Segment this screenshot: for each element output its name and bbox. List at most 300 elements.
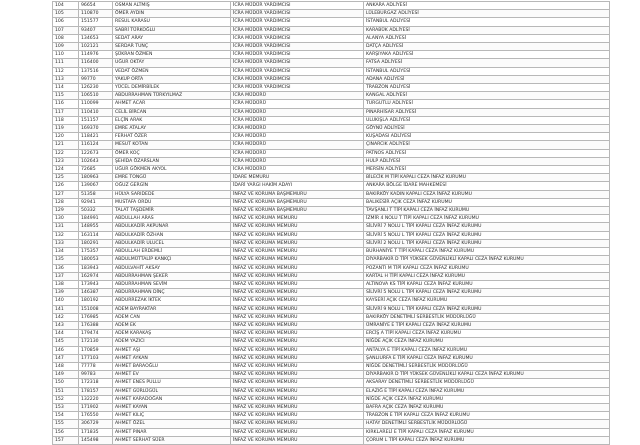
row-number-cell: 106 xyxy=(53,18,79,26)
row-number-cell: 122 xyxy=(53,149,79,157)
full-name-cell: UĞUR OKTAY xyxy=(113,59,231,67)
full-name-cell: TALAT TAŞDEMİR xyxy=(113,207,231,215)
assignment-location-cell: KUŞADASI ADLİYESİ xyxy=(364,133,610,141)
job-title-cell: İCRA MÜDÜRÜ xyxy=(231,116,364,124)
row-number-cell: 134 xyxy=(53,248,79,256)
full-name-cell: AHMET AŞI xyxy=(113,346,231,354)
table-row xyxy=(53,34,610,42)
job-title-cell: İNFAZ VE KORUMA MEMURU xyxy=(231,321,364,329)
full-name-cell: ADEM EK xyxy=(113,321,231,329)
registry-number-cell: 116400 xyxy=(79,59,113,67)
table-row xyxy=(53,264,610,272)
full-name-cell: ŞÜKRAN ÖZMEN xyxy=(113,51,231,59)
registry-number-cell: 122673 xyxy=(79,149,113,157)
assignment-location-cell: LÜLEBURGAZ ADLİYESİ xyxy=(364,10,610,18)
table-row xyxy=(53,67,610,75)
job-title-cell: İNFAZ VE KORUMA MEMURU xyxy=(231,305,364,313)
row-number-cell: 147 xyxy=(53,354,79,362)
assignment-location-cell: ULUKIŞLA ADLİYESİ xyxy=(364,116,610,124)
row-number-cell: 146 xyxy=(53,346,79,354)
job-title-cell: İCRA MÜDÜR YARDIMCISI xyxy=(231,34,364,42)
full-name-cell: ADEM CAN xyxy=(113,313,231,321)
registry-number-cell: 173943 xyxy=(79,280,113,288)
job-title-cell: İCRA MÜDÜR YARDIMCISI xyxy=(231,2,364,10)
row-number-cell: 120 xyxy=(53,133,79,141)
row-number-cell: 157 xyxy=(53,436,79,444)
assignment-location-cell: İSTANBUL ADLİYESİ xyxy=(364,67,610,75)
assignment-location-cell: MERSİN ADLİYESİ xyxy=(364,166,610,174)
full-name-cell: AHMET ÖZEL xyxy=(113,420,231,428)
job-title-cell: İCRA MÜDÜR YARDIMCISI xyxy=(231,51,364,59)
job-title-cell: İCRA MÜDÜRÜ xyxy=(231,108,364,116)
job-title-cell: İNFAZ VE KORUMA MEMURU xyxy=(231,280,364,288)
full-name-cell: ABDURRAHMAN DİNÇ xyxy=(113,289,231,297)
assignment-location-cell: TURGUTLU ADLİYESİ xyxy=(364,100,610,108)
table-row xyxy=(53,26,610,34)
table-row xyxy=(53,182,610,190)
full-name-cell: RESUL KARASU xyxy=(113,18,231,26)
table-row xyxy=(53,141,610,149)
registry-number-cell: 118421 xyxy=(79,133,113,141)
table-body xyxy=(53,2,610,445)
full-name-cell: AHMET AYKAN xyxy=(113,354,231,362)
table-row xyxy=(53,362,610,370)
table-row xyxy=(53,100,610,108)
assignment-location-cell: ALTINOVA KS TİPİ KAPALI CEZA İNFAZ KURUMU xyxy=(364,280,610,288)
registry-number-cell: 151577 xyxy=(79,18,113,26)
assignment-location-cell: PINARHİSAR ADLİYESİ xyxy=(364,108,610,116)
assignment-location-cell: NİĞDE AÇIK CEZA İNFAZ KURUMU xyxy=(364,338,610,346)
row-number-cell: 131 xyxy=(53,223,79,231)
assignment-location-cell: POZANTI M TİPİ KAPALI CEZA İNFAZ KURUMU xyxy=(364,264,610,272)
row-number-cell: 123 xyxy=(53,157,79,165)
assignment-location-cell: FATSA ADLİYESİ xyxy=(364,59,610,67)
personnel-table xyxy=(52,1,610,445)
assignment-location-cell: ADANA ADLİYESİ xyxy=(364,75,610,83)
assignment-location-cell: NİĞDE AÇIK CEZA İNFAZ KURUMU xyxy=(364,395,610,403)
full-name-cell: AHMET PINAR xyxy=(113,428,231,436)
full-name-cell: ABDURRAHMAN ŞEKER xyxy=(113,272,231,280)
table-row xyxy=(53,223,610,231)
job-title-cell: İNFAZ VE KORUMA MEMURU xyxy=(231,256,364,264)
row-number-cell: 129 xyxy=(53,207,79,215)
job-title-cell: İCRA MÜDÜR YARDIMCISI xyxy=(231,43,364,51)
row-number-cell: 113 xyxy=(53,75,79,83)
table-row xyxy=(53,149,610,157)
job-title-cell: İNFAZ VE KORUMA MEMURU xyxy=(231,223,364,231)
job-title-cell: İNFAZ VE KORUMA MEMURU xyxy=(231,297,364,305)
row-number-cell: 127 xyxy=(53,190,79,198)
job-title-cell: İNFAZ VE KORUMA MEMURU xyxy=(231,338,364,346)
job-title-cell: İCRA MÜDÜRÜ xyxy=(231,149,364,157)
job-title-cell: İCRA MÜDÜRÜ xyxy=(231,133,364,141)
row-number-cell: 149 xyxy=(53,371,79,379)
assignment-location-cell: GÖYNÜ ADLİYESİ xyxy=(364,125,610,133)
table-row xyxy=(53,215,610,223)
registry-number-cell: 183943 xyxy=(79,264,113,272)
registry-number-cell: 145498 xyxy=(79,436,113,444)
full-name-cell: ADEM KARAKAŞ xyxy=(113,330,231,338)
registry-number-cell: 102121 xyxy=(79,43,113,51)
job-title-cell: İNFAZ VE KORUMA MEMURU xyxy=(231,313,364,321)
assignment-location-cell: KIRKLARELİ E TİPİ KAPALI CEZA İNFAZ KURUMU xyxy=(364,428,610,436)
row-number-cell: 115 xyxy=(53,92,79,100)
job-title-cell: İCRA MÜDÜRÜ xyxy=(231,157,364,165)
full-name-cell: ABDULMÜTTALİP KANKÇI xyxy=(113,256,231,264)
full-name-cell: AHMET KARADOĞAN xyxy=(113,395,231,403)
job-title-cell: İNFAZ VE KORUMA MEMURU xyxy=(231,239,364,247)
row-number-cell: 116 xyxy=(53,100,79,108)
table-row xyxy=(53,436,610,444)
table-row xyxy=(53,412,610,420)
full-name-cell: ABDULVAHİT AKSAY xyxy=(113,264,231,272)
full-name-cell: OSMAN ALTMIŞ xyxy=(113,2,231,10)
job-title-cell: İNFAZ VE KORUMA MEMURU xyxy=(231,387,364,395)
assignment-location-cell: BAFRA AÇIK CEZA İNFAZ KURUMU xyxy=(364,403,610,411)
full-name-cell: VEDAT ÖZMEN xyxy=(113,67,231,75)
table-row xyxy=(53,256,610,264)
row-number-cell: 114 xyxy=(53,84,79,92)
assignment-location-cell: HATAY DENETİMLİ SERBESTLİK MÜDÜRLÜĞÜ xyxy=(364,420,610,428)
table-row xyxy=(53,84,610,92)
job-title-cell: İNFAZ VE KORUMA BAŞMEMURU xyxy=(231,207,364,215)
registry-number-cell: 92941 xyxy=(79,198,113,206)
full-name-cell: MUSTAFA ORDU xyxy=(113,198,231,206)
table-row xyxy=(53,289,610,297)
registry-number-cell: 180291 xyxy=(79,239,113,247)
registry-number-cell: 51358 xyxy=(79,190,113,198)
row-number-cell: 133 xyxy=(53,239,79,247)
registry-number-cell: 110870 xyxy=(79,10,113,18)
registry-number-cell: 114976 xyxy=(79,51,113,59)
row-number-cell: 145 xyxy=(53,338,79,346)
full-name-cell: HÜLYA SARIDEDE xyxy=(113,190,231,198)
full-name-cell: ABDULKADİR ULUCEL xyxy=(113,239,231,247)
full-name-cell: SABRİ TÜRKOĞLU xyxy=(113,26,231,34)
job-title-cell: İNFAZ VE KORUMA MEMURU xyxy=(231,420,364,428)
row-number-cell: 125 xyxy=(53,174,79,182)
table-row xyxy=(53,43,610,51)
row-number-cell: 138 xyxy=(53,280,79,288)
full-name-cell: SERDAR TUNÇ xyxy=(113,43,231,51)
job-title-cell: İNFAZ VE KORUMA MEMURU xyxy=(231,346,364,354)
registry-number-cell: 134653 xyxy=(79,34,113,42)
table-row xyxy=(53,231,610,239)
assignment-location-cell: ÇINARCIK ADLİYESİ xyxy=(364,141,610,149)
assignment-location-cell: DİYARBAKIR D TİPİ YÜKSEK GÜVENLİKLİ KAPALI CEZA İNFAZ KURUMU xyxy=(364,256,610,264)
job-title-cell: İCRA MÜDÜRÜ xyxy=(231,92,364,100)
registry-number-cell: 171835 xyxy=(79,428,113,436)
registry-number-cell: 170859 xyxy=(79,346,113,354)
row-number-cell: 156 xyxy=(53,428,79,436)
assignment-location-cell: AKSARAY DENETİMLİ SERBESTLİK MÜDÜRLÜĞÜ xyxy=(364,379,610,387)
job-title-cell: İNFAZ VE KORUMA MEMURU xyxy=(231,362,364,370)
assignment-location-cell: PATNOS ADLİYESİ xyxy=(364,149,610,157)
full-name-cell: AHMET EV xyxy=(113,371,231,379)
row-number-cell: 117 xyxy=(53,108,79,116)
job-title-cell: İCRA MÜDÜRÜ xyxy=(231,166,364,174)
assignment-location-cell: KARABÜK ADLİYESİ xyxy=(364,26,610,34)
row-number-cell: 112 xyxy=(53,67,79,75)
table-row xyxy=(53,297,610,305)
assignment-location-cell: KARŞIYAKA ADLİYESİ xyxy=(364,51,610,59)
table-row xyxy=(53,92,610,100)
registry-number-cell: 99770 xyxy=(79,75,113,83)
full-name-cell: AHMET ENES PULLU xyxy=(113,379,231,387)
registry-number-cell: 176550 xyxy=(79,412,113,420)
assignment-location-cell: TRABZON E TİPİ KAPALI CEZA İNFAZ KURUMU xyxy=(364,412,610,420)
registry-number-cell: 172130 xyxy=(79,338,113,346)
assignment-location-cell: ELAZIĞ E TİPİ KAPALI CEZA İNFAZ KURUMU xyxy=(364,387,610,395)
full-name-cell: ADEM YAZICI xyxy=(113,338,231,346)
job-title-cell: İCRA MÜDÜR YARDIMCISI xyxy=(231,75,364,83)
registry-number-cell: 110410 xyxy=(79,108,113,116)
assignment-location-cell: İSTANBUL ADLİYESİ xyxy=(364,18,610,26)
assignment-location-cell: BALIKESİR AÇIK CEZA İNFAZ KURUMU xyxy=(364,198,610,206)
full-name-cell: AHMET ACAR xyxy=(113,100,231,108)
full-name-cell: MESUT KOTAN xyxy=(113,141,231,149)
job-title-cell: İCRA MÜDÜRÜ xyxy=(231,125,364,133)
full-name-cell: AHMET KILIÇ xyxy=(113,412,231,420)
job-title-cell: İNFAZ VE KORUMA MEMURU xyxy=(231,379,364,387)
job-title-cell: İCRA MÜDÜR YARDIMCISI xyxy=(231,10,364,18)
row-number-cell: 143 xyxy=(53,321,79,329)
registry-number-cell: 93407 xyxy=(79,26,113,34)
full-name-cell: ABDURRAHMAN TÜRKYILMAZ xyxy=(113,92,231,100)
assignment-location-cell: ANTALYA E TİPİ KAPALI CEZA İNFAZ KURUMU xyxy=(364,346,610,354)
registry-number-cell: 106510 xyxy=(79,92,113,100)
registry-number-cell: 99783 xyxy=(79,371,113,379)
registry-number-cell: 77778 xyxy=(79,362,113,370)
table-row xyxy=(53,108,610,116)
registry-number-cell: 72685 xyxy=(79,166,113,174)
job-title-cell: İCRA MÜDÜR YARDIMCISI xyxy=(231,67,364,75)
registry-number-cell: 306729 xyxy=(79,420,113,428)
assignment-location-cell: ÇORUM L TİPİ KAPALI CEZA İNFAZ KURUMU xyxy=(364,436,610,444)
row-number-cell: 121 xyxy=(53,141,79,149)
row-number-cell: 153 xyxy=(53,403,79,411)
assignment-location-cell: ŞANLIURFA E TİPİ KAPALI CEZA İNFAZ KURUMU xyxy=(364,354,610,362)
registry-number-cell: 162974 xyxy=(79,272,113,280)
row-number-cell: 141 xyxy=(53,305,79,313)
assignment-location-cell: SİLİVRİ 2 NOLU L TİPİ KAPALI CEZA İNFAZ KURUMU xyxy=(364,239,610,247)
table-row xyxy=(53,330,610,338)
full-name-cell: ABDULKADİR AKPUNAR xyxy=(113,223,231,231)
assignment-location-cell: KAYSERİ AÇIK CEZA İNFAZ KURUMU xyxy=(364,297,610,305)
table-row xyxy=(53,10,610,18)
assignment-location-cell: BURHANİYE T TİPİ KAPALI CEZA İNFAZ KURUMU xyxy=(364,248,610,256)
job-title-cell: İNFAZ VE KORUMA MEMURU xyxy=(231,428,364,436)
table-row xyxy=(53,174,610,182)
job-title-cell: İNFAZ VE KORUMA MEMURU xyxy=(231,248,364,256)
assignment-location-cell: SİLİVRİ 9 NOLU L TİPİ KAPALI CEZA İNFAZ KURUMU xyxy=(364,305,610,313)
row-number-cell: 152 xyxy=(53,395,79,403)
row-number-cell: 151 xyxy=(53,387,79,395)
job-title-cell: İNFAZ VE KORUMA MEMURU xyxy=(231,289,364,297)
row-number-cell: 135 xyxy=(53,256,79,264)
table-row xyxy=(53,371,610,379)
registry-number-cell: 184991 xyxy=(79,215,113,223)
table-row xyxy=(53,116,610,124)
registry-number-cell: 175357 xyxy=(79,248,113,256)
row-number-cell: 132 xyxy=(53,231,79,239)
registry-number-cell: 116124 xyxy=(79,141,113,149)
job-title-cell: İDARİ YARGI HAKİM ADAYI xyxy=(231,182,364,190)
assignment-location-cell: KARTAL H TİPİ KAPALI CEZA İNFAZ KURUMU xyxy=(364,272,610,280)
full-name-cell: AHMET BARAOĞLU xyxy=(113,362,231,370)
table-row xyxy=(53,280,610,288)
row-number-cell: 154 xyxy=(53,412,79,420)
assignment-location-cell: DİYARBAKIR D TİPİ YÜKSEK GÜVENLİKLİ KAPALI CEZA İNFAZ KURUMU xyxy=(364,371,610,379)
registry-number-cell: 178157 xyxy=(79,387,113,395)
job-title-cell: İNFAZ VE KORUMA BAŞMEMURU xyxy=(231,198,364,206)
full-name-cell: ABDULKADİR ÖZHAN xyxy=(113,231,231,239)
registry-number-cell: 176388 xyxy=(79,321,113,329)
assignment-location-cell: KANGAL ADLİYESİ xyxy=(364,92,610,100)
full-name-cell: ABDURRAHMAN SEVİM xyxy=(113,280,231,288)
table-row xyxy=(53,51,610,59)
registry-number-cell: 132220 xyxy=(79,395,113,403)
row-number-cell: 136 xyxy=(53,264,79,272)
registry-number-cell: 180053 xyxy=(79,256,113,264)
row-number-cell: 144 xyxy=(53,330,79,338)
job-title-cell: İNFAZ VE KORUMA MEMURU xyxy=(231,403,364,411)
table-row xyxy=(53,420,610,428)
registry-number-cell: 163114 xyxy=(79,231,113,239)
full-name-cell: CELİL BİRCAN xyxy=(113,108,231,116)
assignment-location-cell: İZMİR 4 NOLU T TİPİ KAPALI CEZA İNFAZ KURUMU xyxy=(364,215,610,223)
job-title-cell: İNFAZ VE KORUMA MEMURU xyxy=(231,264,364,272)
registry-number-cell: 169370 xyxy=(79,125,113,133)
row-number-cell: 124 xyxy=(53,166,79,174)
assignment-location-cell: NİĞDE DENETİMLİ SERBESTLİK MÜDÜRLÜĞÜ xyxy=(364,362,610,370)
full-name-cell: EMRE TONGÜ xyxy=(113,174,231,182)
registry-number-cell: 146387 xyxy=(79,289,113,297)
assignment-location-cell: SİLİVRİ 5 NOLU L TİPİ KAPALI CEZA İNFAZ KURUMU xyxy=(364,289,610,297)
table-row xyxy=(53,387,610,395)
table-row xyxy=(53,207,610,215)
assignment-location-cell: ANKARA BÖLGE İDARE MAHKEMESİ xyxy=(364,182,610,190)
full-name-cell: ADEM BAYRAKTAR xyxy=(113,305,231,313)
assignment-location-cell: BAKIRKÖY DENETİMLİ SERBESTLİK MÜDÜRLÜĞÜ xyxy=(364,313,610,321)
table-row xyxy=(53,239,610,247)
job-title-cell: İNFAZ VE KORUMA MEMURU xyxy=(231,371,364,379)
job-title-cell: İNFAZ VE KORUMA BAŞMEMURU xyxy=(231,190,364,198)
assignment-location-cell: TAVŞANLI T TİPİ KAPALI CEZA İNFAZ KURUMU xyxy=(364,207,610,215)
assignment-location-cell: ÜMRANİYE E TİPİ KAPALI CEZA İNFAZ KURUMU xyxy=(364,321,610,329)
table-row xyxy=(53,133,610,141)
full-name-cell: FERHAT ÖZER xyxy=(113,133,231,141)
registry-number-cell: 137516 xyxy=(79,67,113,75)
row-number-cell: 108 xyxy=(53,34,79,42)
table-row xyxy=(53,354,610,362)
spreadsheet-page xyxy=(52,1,610,445)
job-title-cell: İNFAZ VE KORUMA MEMURU xyxy=(231,215,364,223)
registry-number-cell: 176985 xyxy=(79,313,113,321)
full-name-cell: ELÇİN ARAK xyxy=(113,116,231,124)
job-title-cell: İNFAZ VE KORUMA MEMURU xyxy=(231,412,364,420)
row-number-cell: 110 xyxy=(53,51,79,59)
assignment-location-cell: BİLECİK M TİPİ KAPALI CEZA İNFAZ KURUMU xyxy=(364,174,610,182)
row-number-cell: 118 xyxy=(53,116,79,124)
assignment-location-cell: SİLİVRİ 5 NOLU L TİPİ KAPALI CEZA İNFAZ KURUMU xyxy=(364,231,610,239)
full-name-cell: SEDAT ARAY xyxy=(113,34,231,42)
table-row xyxy=(53,2,610,10)
full-name-cell: ÖMER AYDIN xyxy=(113,10,231,18)
full-name-cell: UĞUR GÖKMEN AKYOL xyxy=(113,166,231,174)
job-title-cell: İCRA MÜDÜR YARDIMCISI xyxy=(231,59,364,67)
row-number-cell: 126 xyxy=(53,182,79,190)
table-row xyxy=(53,59,610,67)
assignment-location-cell: DATÇA ADLİYESİ xyxy=(364,43,610,51)
table-row xyxy=(53,18,610,26)
full-name-cell: YÜCEL DEMİRBİLEK xyxy=(113,84,231,92)
registry-number-cell: 177103 xyxy=(79,354,113,362)
job-title-cell: İCRA MÜDÜRÜ xyxy=(231,141,364,149)
assignment-location-cell: SİLİVRİ 7 NOLU L TİPİ KAPALI CEZA İNFAZ KURUMU xyxy=(364,223,610,231)
registry-number-cell: 126230 xyxy=(79,84,113,92)
registry-number-cell: 151157 xyxy=(79,116,113,124)
table-row xyxy=(53,395,610,403)
registry-number-cell: 180192 xyxy=(79,297,113,305)
table-row xyxy=(53,403,610,411)
registry-number-cell: 50332 xyxy=(79,207,113,215)
registry-number-cell: 96654 xyxy=(79,2,113,10)
row-number-cell: 130 xyxy=(53,215,79,223)
registry-number-cell: 139067 xyxy=(79,182,113,190)
registry-number-cell: 179474 xyxy=(79,330,113,338)
table-row xyxy=(53,125,610,133)
registry-number-cell: 148955 xyxy=(79,223,113,231)
row-number-cell: 128 xyxy=(53,198,79,206)
full-name-cell: ABDURREZAK İKTEK xyxy=(113,297,231,305)
row-number-cell: 139 xyxy=(53,289,79,297)
job-title-cell: İCRA MÜDÜR YARDIMCISI xyxy=(231,18,364,26)
job-title-cell: İNFAZ VE KORUMA MEMURU xyxy=(231,330,364,338)
registry-number-cell: 180963 xyxy=(79,174,113,182)
table-row xyxy=(53,198,610,206)
registry-number-cell: 102643 xyxy=(79,157,113,165)
row-number-cell: 119 xyxy=(53,125,79,133)
assignment-location-cell: ERCİŞ A TİPİ KAPALI CEZA İNFAZ KURUMU xyxy=(364,330,610,338)
full-name-cell: EMRE ATALAY xyxy=(113,125,231,133)
table-row xyxy=(53,75,610,83)
full-name-cell: ABDULLAH ARAS xyxy=(113,215,231,223)
full-name-cell: YAKUP ORTA xyxy=(113,75,231,83)
job-title-cell: İNFAZ VE KORUMA MEMURU xyxy=(231,272,364,280)
row-number-cell: 148 xyxy=(53,362,79,370)
table-row xyxy=(53,428,610,436)
assignment-location-cell: BAKIRKÖY KADIN KAPALI CEZA İNFAZ KURUMU xyxy=(364,190,610,198)
registry-number-cell: 172318 xyxy=(79,379,113,387)
registry-number-cell: 151008 xyxy=(79,305,113,313)
registry-number-cell: 110099 xyxy=(79,100,113,108)
full-name-cell: AHMET GÜRLÜGÜL xyxy=(113,387,231,395)
table-row xyxy=(53,190,610,198)
row-number-cell: 155 xyxy=(53,420,79,428)
full-name-cell: ÖMER KOÇ xyxy=(113,149,231,157)
table-row xyxy=(53,338,610,346)
full-name-cell: ABDULLAH ERDEMLİ xyxy=(113,248,231,256)
row-number-cell: 150 xyxy=(53,379,79,387)
job-title-cell: İNFAZ VE KORUMA MEMURU xyxy=(231,231,364,239)
row-number-cell: 104 xyxy=(53,2,79,10)
full-name-cell: OĞUZ GERGİN xyxy=(113,182,231,190)
job-title-cell: İNFAZ VE KORUMA MEMURU xyxy=(231,354,364,362)
job-title-cell: İCRA MÜDÜRÜ xyxy=(231,100,364,108)
row-number-cell: 137 xyxy=(53,272,79,280)
registry-number-cell: 171902 xyxy=(79,403,113,411)
